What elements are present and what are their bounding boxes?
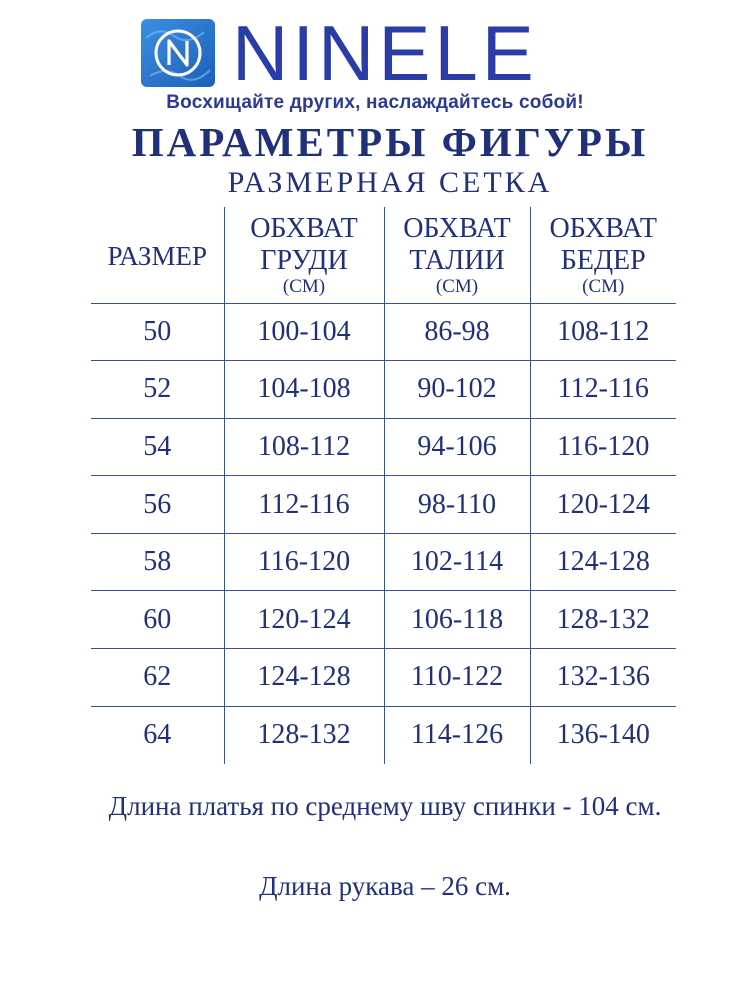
- table-row: [91, 706, 676, 764]
- brand-name: NINELE: [232, 9, 538, 97]
- page-subtitle: РАЗМЕРНАЯ СЕТКА: [227, 166, 553, 199]
- cell-chest: 124-128: [224, 649, 384, 707]
- table-row: [91, 418, 676, 476]
- sleeve-length-note: Длина рукава – 26 см.: [259, 871, 511, 901]
- cell-chest: 108-112: [224, 418, 384, 476]
- cell-size: 64: [143, 719, 172, 751]
- cell-waist: 102-114: [384, 533, 530, 591]
- table-row: [91, 303, 676, 361]
- cell-waist: 90-102: [384, 361, 530, 419]
- header-hips-unit: (СМ): [582, 275, 625, 297]
- cell-waist: 114-126: [384, 706, 530, 764]
- cell-size: 56: [91, 476, 224, 534]
- header-waist: [384, 207, 530, 303]
- cell-hips: 128-132: [530, 591, 676, 649]
- header-chest: [224, 207, 384, 303]
- cell-hips: 132-136: [530, 649, 676, 707]
- cell-chest: 112-116: [224, 476, 384, 534]
- table-row: [91, 533, 676, 591]
- cell-waist: 94-106: [384, 418, 530, 476]
- cell-chest: 104-108: [224, 361, 384, 419]
- dress-length-note: Длина платья по среднему шву спинки - 104 см.: [108, 791, 662, 821]
- table-header-row: [91, 207, 676, 303]
- ninele-n-logo-icon: [140, 18, 216, 88]
- cell-waist: 110-122: [384, 649, 530, 707]
- cell-chest: 128-132: [224, 706, 384, 764]
- header-waist-line2: ТАЛИИ: [409, 244, 505, 276]
- cell-hips: 120-124: [530, 476, 676, 534]
- cell-waist: 106-118: [384, 591, 530, 649]
- cell-waist: 86-98: [384, 303, 530, 361]
- header-hips: [530, 207, 676, 303]
- size-chart-table: [91, 207, 676, 764]
- cell-hips: 136-140: [530, 706, 676, 764]
- header-size: РАЗМЕР: [91, 207, 224, 303]
- page-title: ПАРАМЕТРЫ ФИГУРЫ: [131, 119, 649, 165]
- table-row: [91, 649, 676, 707]
- cell-chest: 116-120: [224, 533, 384, 591]
- cell-chest: 100-104: [224, 303, 384, 361]
- table-row: [91, 361, 676, 419]
- table-row: [91, 591, 676, 649]
- cell-size: 50: [91, 303, 224, 361]
- brand-header: [0, 9, 750, 97]
- cell-chest: 120-124: [224, 591, 384, 649]
- brand-slogan: Восхищайте других, наслаждайтесь собой!: [166, 92, 584, 113]
- header-hips-line1: ОБХВАТ: [549, 212, 658, 244]
- cell-size: 54: [91, 418, 224, 476]
- cell-waist: 98-110: [384, 476, 530, 534]
- cell-size: 58: [91, 533, 224, 591]
- cell-size: 52: [91, 361, 224, 419]
- header-chest-unit: (СМ): [282, 275, 326, 297]
- header-chest-line1: ОБХВАТ: [250, 212, 358, 244]
- cell-hips: 112-116: [530, 361, 676, 419]
- cell-hips: 116-120: [530, 418, 676, 476]
- cell-size: 60: [91, 591, 224, 649]
- table-row: [91, 476, 676, 534]
- header-waist-line1: ОБХВАТ: [403, 212, 511, 244]
- cell-hips: 108-112: [530, 303, 676, 361]
- header-hips-line2: БЕДЕР: [560, 244, 646, 276]
- cell-size: 62: [91, 649, 224, 707]
- cell-hips: 124-128: [530, 533, 676, 591]
- header-chest-line2: ГРУДИ: [260, 244, 348, 276]
- header-waist-unit: (СМ): [435, 275, 479, 297]
